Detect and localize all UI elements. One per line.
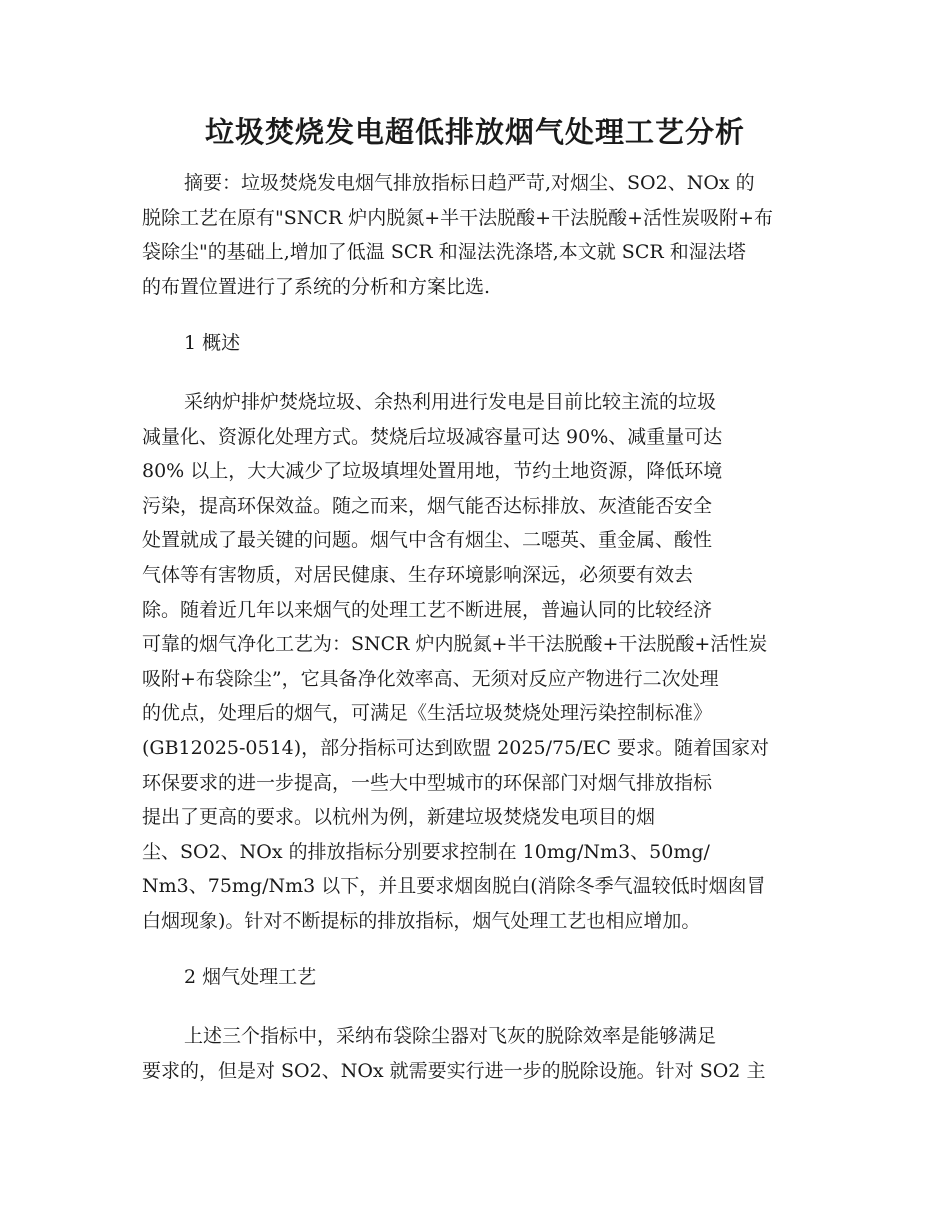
spacer xyxy=(142,361,808,385)
section-heading-overview: 1 概述 xyxy=(184,332,241,355)
spacer xyxy=(142,995,808,1019)
document-page xyxy=(142,108,808,1088)
paragraph-line: 污染，提高环保效益。随之而来，烟气能否达标排放、灰渣能否安全 xyxy=(142,494,713,517)
paragraph-line: 除。随着近几年以来烟气的处理工艺不断进展，普遍认同的比较经济 xyxy=(142,598,713,621)
paragraph-line: 上述三个指标中，采纳布袋除尘器对飞灰的脱除效率是能够满足 xyxy=(184,1025,717,1048)
paragraph-line: Nm3、75mg/Nm3 以下，并且要求烟囱脱白(消除冬季气温较低时烟囱冒 xyxy=(142,875,766,898)
paragraph-line: 80% 以上，大大减少了垃圾填埋处置用地，节约土地资源，降低环境 xyxy=(142,460,723,483)
abstract-line: 袋除尘"的基础上,增加了低温 SCR 和湿法洗涤塔,本文就 SCR 和湿法塔 xyxy=(142,241,746,264)
abstract xyxy=(142,166,808,304)
paragraph-line: 环保要求的进一步提高，一些大中型城市的环保部门对烟气排放指标 xyxy=(142,771,713,794)
spacer xyxy=(142,304,808,326)
document-title: 垃圾焚烧发电超低排放烟气处理工艺分析 xyxy=(204,115,745,149)
paragraph-line: 的优点，处理后的烟气，可满足《生活垃圾焚烧处理污染控制标准》 xyxy=(142,702,713,725)
abstract-line: 摘要：垃圾焚烧发电烟气排放指标日趋严苛,对烟尘、SO2、NOx 的 xyxy=(184,172,755,194)
abstract-line: 的布置位置进行了系统的分析和方案比选. xyxy=(142,275,491,298)
abstract-line: 脱除工艺在原有"SNCR 炉内脱氮+半干法脱酸+干法脱酸+活性炭吸附+布 xyxy=(142,206,773,229)
paragraph-line: 可靠的烟气净化工艺为：SNCR 炉内脱氮+半干法脱酸+干法脱酸+活性炭 xyxy=(142,633,768,656)
paragraph-line: 采纳炉排炉焚烧垃圾、余热利用进行发电是目前比较主流的垃圾 xyxy=(184,390,717,413)
paragraph-line: 气体等有害物质，对居民健康、生存环境影响深远，必须要有效去 xyxy=(142,563,694,586)
paragraph-line: 尘、SO2、NOx 的排放指标分别要求控制在 10mg/Nm3、50mg/ xyxy=(142,840,710,863)
paragraph-line: 白烟现象)。针对不断提标的排放指标，烟气处理工艺也相应增加。 xyxy=(142,909,701,932)
section-overview-body xyxy=(142,385,808,939)
paragraph-line: 吸附+布袋除尘”，它具备净化效率高、无须对反应产物进行二次处理 xyxy=(142,667,719,690)
section-heading-flue-gas-process: 2 烟气处理工艺 xyxy=(184,966,317,989)
paragraph-line: 减量化、资源化处理方式。焚烧后垃圾减容量可达 90%、减重量可达 xyxy=(142,425,723,448)
spacer xyxy=(142,938,808,960)
section-flue-gas-body xyxy=(142,1019,808,1088)
paragraph-line: 要求的，但是对 SO2、NOx 就需要实行进一步的脱除设施。针对 SO2 主 xyxy=(142,1059,766,1082)
paragraph-line: 处置就成了最关键的问题。烟气中含有烟尘、二噁英、重金属、酸性 xyxy=(142,529,713,552)
paragraph-line: (GB12025-0514)，部分指标可达到欧盟 2025/75/EC 要求。随着国家对 xyxy=(142,736,770,759)
paragraph-line: 提出了更高的要求。以杭州为例，新建垃圾焚烧发电项目的烟 xyxy=(142,806,656,829)
